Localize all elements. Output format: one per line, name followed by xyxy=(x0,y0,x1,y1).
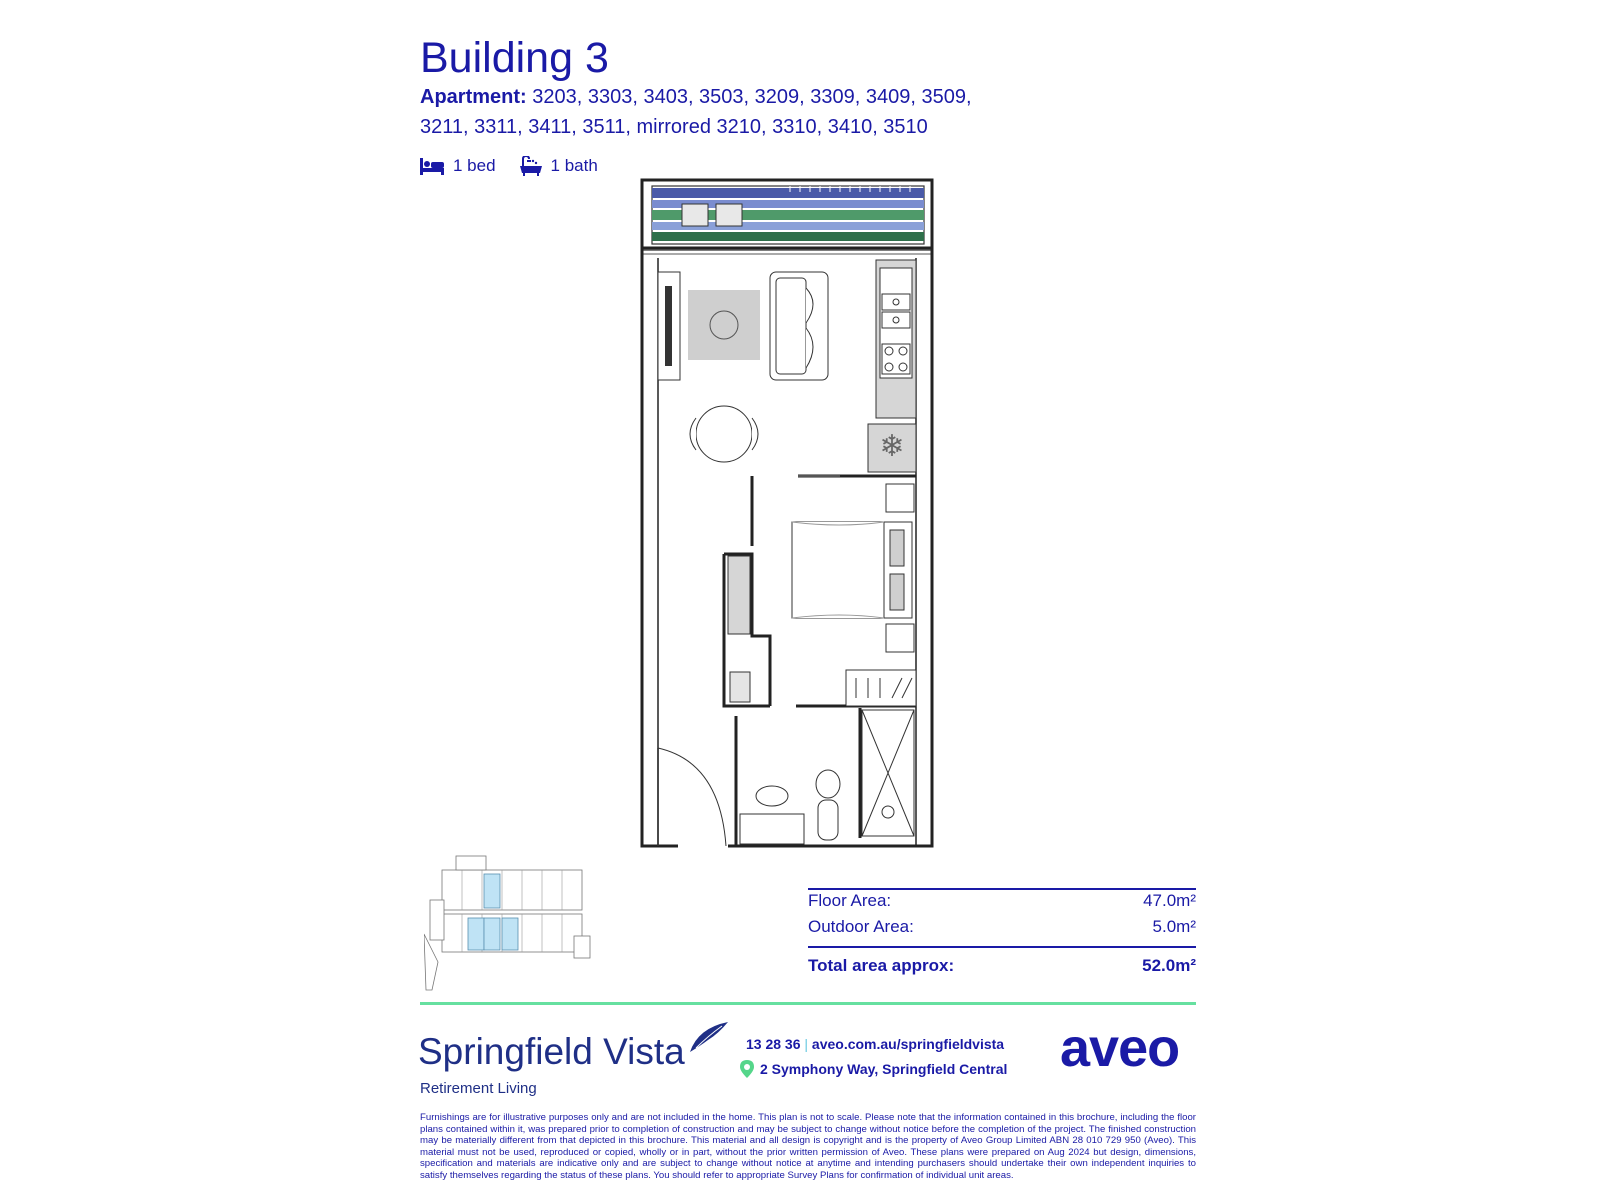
floor-plan xyxy=(640,178,960,848)
svg-text:❄: ❄ xyxy=(879,429,905,464)
apartment-label: Apartment: xyxy=(420,86,527,108)
disclaimer: Furnishings are for illustrative purposes only and are not included in the home. This plan is not to scale. Please note that the information contained in this brochure, including the floor plans contained within it, was prepared prior to completion of construction and may be subject to change without notice before the completion of the project. The finished construction may be materially different from that depicted in this brochure. This material and all design is copyright and is the property of Aveo Group Limited ABN 28 010 729 950 (Aveo). This material must not be used, reproduced or copied, wholly or in part, without the prior written permission of Aveo. These plans were prepared on Aug 2024 but design, dimensions, specification and materials are indicative only and are subject to change without notice at anytime and intending purchasers should undertake their own independent inquiries to satisfy themselves regarding the status of these plans. You should refer to appropriate Survey Plans for confirmation of individual unit areas. xyxy=(420,1112,1196,1181)
bath-icon xyxy=(520,156,542,176)
phone-number: 13 28 36 xyxy=(746,1036,801,1052)
features xyxy=(420,154,622,178)
apartment-numbers: 3203, 3303, 3403, 3503, 3209, 3309, 3409, 3509, 3211, 3311, 3411, 3511, mirrored 3210, 3310, 3410, 3510 xyxy=(420,86,972,138)
bed-icon xyxy=(420,158,444,175)
apartment-list xyxy=(420,82,980,142)
contact-line xyxy=(746,1036,1004,1052)
leaf-icon xyxy=(688,1020,730,1054)
address-line xyxy=(740,1060,1007,1078)
floor-area-row xyxy=(808,888,1196,914)
vanity xyxy=(740,814,804,844)
website-link[interactable]: aveo.com.au/springfieldvista xyxy=(811,1036,1005,1052)
total-area-row xyxy=(808,946,1196,984)
wardrobe xyxy=(728,556,750,634)
footer-divider xyxy=(420,1002,1196,1005)
sink xyxy=(882,294,910,310)
area-table xyxy=(808,888,1196,984)
entry-door xyxy=(658,748,726,846)
sofa xyxy=(770,272,828,380)
address: 2 Symphony Way, Springfield Central xyxy=(760,1061,1008,1077)
total-area-value: 52.0m² xyxy=(1142,956,1196,975)
outdoor-area-row xyxy=(808,914,1196,940)
linen-shelf xyxy=(846,670,916,706)
bedside-table-right xyxy=(886,624,914,652)
dining-table xyxy=(690,406,758,462)
bath-feature xyxy=(520,154,598,178)
toilet xyxy=(816,770,840,840)
page-title: Building 3 xyxy=(420,34,609,82)
total-area-label: Total area approx: xyxy=(808,956,955,975)
outdoor-area-label: Outdoor Area: xyxy=(808,917,914,936)
bed-count: 1 bed xyxy=(453,156,496,175)
location-pin-icon xyxy=(740,1060,754,1078)
shower xyxy=(862,710,914,836)
bed-feature xyxy=(420,154,496,178)
outdoor-area-value: 5.0m² xyxy=(1152,917,1196,936)
key-plan xyxy=(424,852,599,992)
coffee-table xyxy=(710,311,738,339)
balcony-planters xyxy=(652,186,924,241)
floor-area-value: 47.0m² xyxy=(1143,891,1196,910)
floor-area-label: Floor Area: xyxy=(808,891,892,910)
bed xyxy=(792,522,912,618)
bath-count: 1 bath xyxy=(550,156,598,175)
bedside-table-left xyxy=(886,484,914,512)
contact-separator: | xyxy=(804,1036,809,1052)
aveo-logo: aveo xyxy=(1060,1018,1180,1078)
brand-name: Springfield Vista xyxy=(418,1031,685,1072)
brand-subtitle: Retirement Living xyxy=(420,1080,537,1097)
